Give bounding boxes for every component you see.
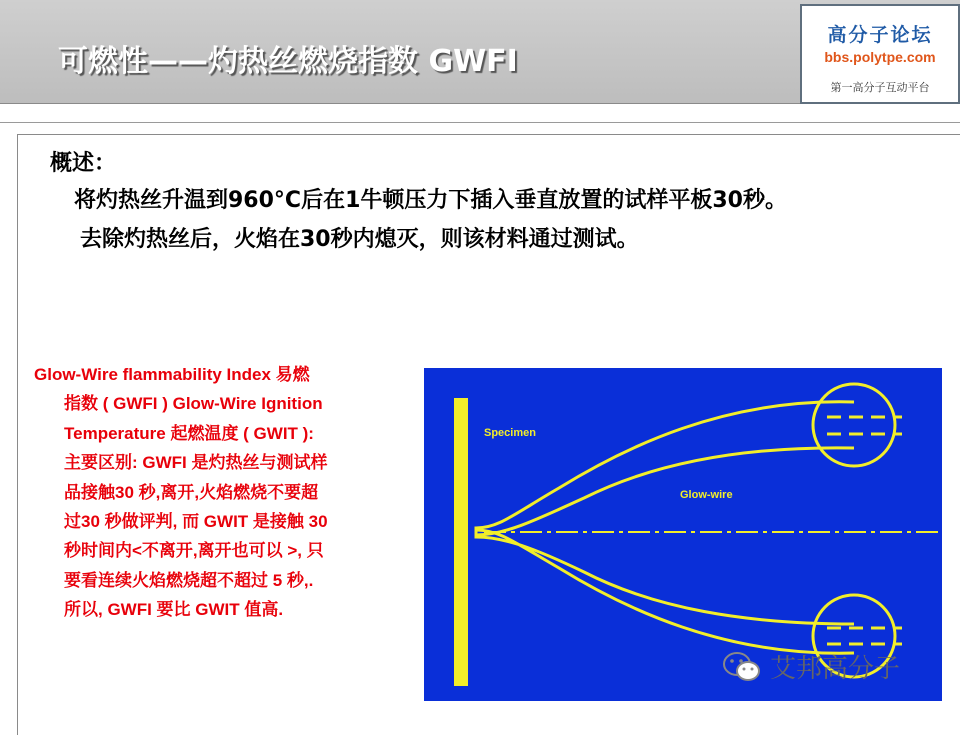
wechat-icon [722,650,762,684]
overview-heading: 概述： [50,151,117,176]
specimen-label: Specimen [484,427,536,439]
note-line: 指数 ( GWFI ) Glow-Wire Ignition [64,394,323,414]
note-line: 所以, GWFI 要比 GWIT 值高. [64,600,284,620]
logo-slogan: 第一高分子互动平台 [830,81,930,94]
note-line: Glow-Wire flammability Index 易燃 [34,365,310,384]
header-bar [0,0,960,104]
wechat-watermark [722,648,900,685]
page-title: 可燃性——灼热丝燃烧指数 GWFI [58,44,518,79]
note-line: 要看连续火焰燃烧超不超过 5 秒,. [64,570,314,590]
gwfi-gwit-note [30,360,410,625]
note-line: 秒时间内<不离开,离开也可以 >, 只 [64,541,324,561]
logo-url[interactable]: bbs.polytpe.com [824,49,936,65]
glow-wire-label: Glow-wire [680,489,733,501]
overview-line-2: 去除灼热丝后，火焰在30秒内熄灭，则该材料通过测试。 [80,227,639,252]
divider [0,122,960,123]
note-line: 主要区别: GWFI 是灼热丝与测试样 [64,453,328,473]
forum-logo[interactable] [800,4,960,104]
logo-name: 高分子论坛 [827,24,933,46]
note-line: Temperature 起燃温度 ( GWIT ): [64,423,314,443]
watermark-text: 艾邦高分子 [770,654,901,684]
note-line: 品接触30 秒,离开,火焰燃烧不要超 [64,482,319,502]
specimen-plate [454,398,468,686]
note-line: 过30 秒做评判, 而 GWIT 是接触 30 [64,512,328,532]
overview-line-1: 将灼热丝升温到960°C后在1牛顿压力下插入垂直放置的试样平板30秒。 [74,188,787,213]
